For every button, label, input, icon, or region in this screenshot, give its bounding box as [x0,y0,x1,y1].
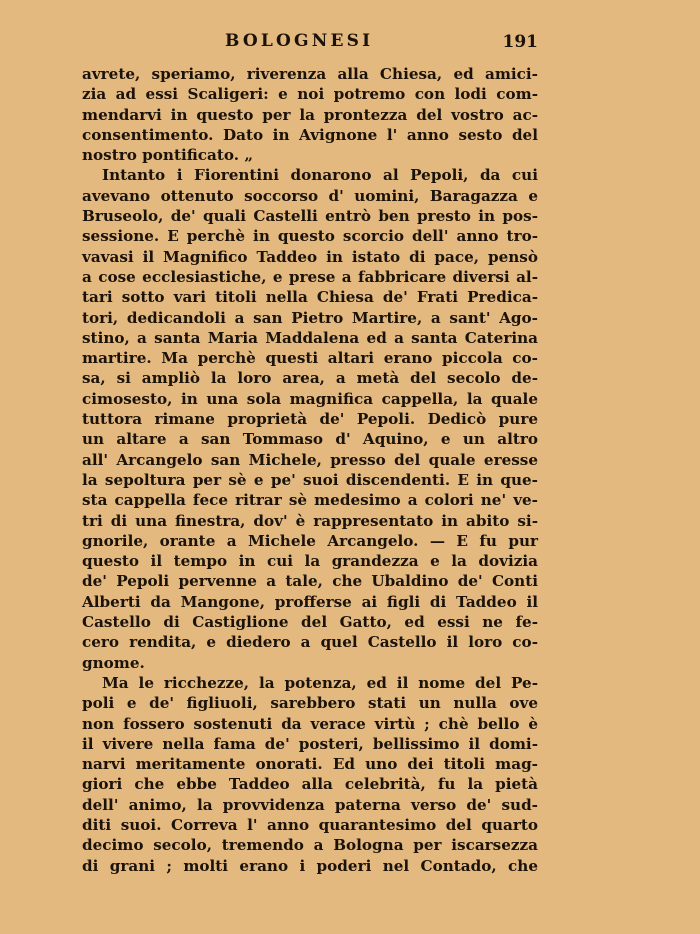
body-text [82,64,538,876]
text-line: gnorile, orante a Michele Arcangelo. — E fu pur [82,531,538,550]
text-line: cero rendita, e diedero a quel Castello il loro co- [82,633,538,652]
text-line: dell' animo, la provvidenza paterna verso de' sud- [82,795,538,814]
text-line: diti suoi. Correva l' anno quarantesimo del quarto [82,815,538,834]
text-line: un altare a san Tommaso d' Aquino, e un altro [82,430,538,449]
text-line: zia ad essi Scaligeri: e noi potremo con lodi com- [82,85,538,104]
text-line: de' Pepoli pervenne a tale, che Ubaldino de' Conti [82,572,538,591]
text-line: Bruseolo, de' quali Castelli entrò ben presto in pos- [82,207,538,226]
text-line: nostro pontificato. „ [82,146,254,165]
text-line: tari sotto vari titoli nella Chiesa de' Frati Predica- [82,288,538,307]
text-line: martire. Ma perchè questi altari erano piccola co- [82,349,538,368]
text-line: gnome. [82,653,145,672]
page-number: 191 [502,32,538,52]
text-line: narvi meritamente onorati. Ed uno dei titoli mag- [82,755,538,774]
text-line: sta cappella fece ritrar sè medesimo a colori ne' ve- [82,491,538,510]
text-line: a cose ecclesiastiche, e prese a fabbricare diversi al- [82,267,538,286]
text-line: giori che ebbe Taddeo alla celebrità, fu la pietà [82,775,538,794]
text-line: all' Arcangelo san Michele, presso del quale eresse [82,450,538,469]
text-line: poli e de' figliuoli, sarebbero stati un nulla ove [82,694,538,713]
text-line: consentimento. Dato in Avignone l' anno sesto del [82,125,538,144]
text-line: sessione. E perchè in questo scorcio dell' anno tro- [82,227,538,246]
running-title: BOLOGNESI [225,31,374,51]
page-header [82,31,538,55]
text-line: avrete, speriamo, riverenza alla Chiesa, ed amici- [82,65,538,83]
text-line: Ma le ricchezze, la potenza, ed il nome del Pe- [102,673,538,692]
text-line: mendarvi in questo per la prontezza del vostro ac- [82,105,538,124]
text-line: il vivere nella fama de' posteri, bellissimo il domi- [82,734,538,753]
text-line: Alberti da Mangone, profferse ai figli di Taddeo il [82,592,538,611]
text-line: Intanto i Fiorentini donarono al Pepoli, da cui [102,166,538,185]
text-line: decimo secolo, tremendo a Bologna per iscarsezza [82,836,538,855]
text-line: non fossero sostenuti da verace virtù ; chè bello è [82,714,538,733]
text-line: avevano ottenuto soccorso d' uomini, Baragazza e [82,186,538,205]
text-line: la sepoltura per sè e pe' suoi discendenti. E in que- [82,470,538,489]
text-line: tori, dedicandoli a san Pietro Martire, a sant' Ago- [82,308,538,327]
text-line: di grani ; molti erano i poderi nel Contado, che [82,856,538,875]
text-line: Castello di Castiglione del Gatto, ed essi ne fe- [82,613,538,632]
text-line: vavasi il Magnifico Taddeo in istato di pace, pensò [82,247,538,266]
text-line: questo il tempo in cui la grandezza e la dovizia [82,552,538,571]
text-line: sa, si ampliò la loro area, a metà del secolo de- [82,369,538,388]
text-line: cimosesto, in una sola magnifica cappella, la quale [82,389,538,408]
text-line: stino, a santa Maria Maddalena ed a santa Caterina [82,328,538,347]
text-line: tri di una finestra, dov' è rappresentato in abito si- [82,511,538,530]
text-line: tuttora rimane proprietà de' Pepoli. Dedicò pure [82,410,538,429]
